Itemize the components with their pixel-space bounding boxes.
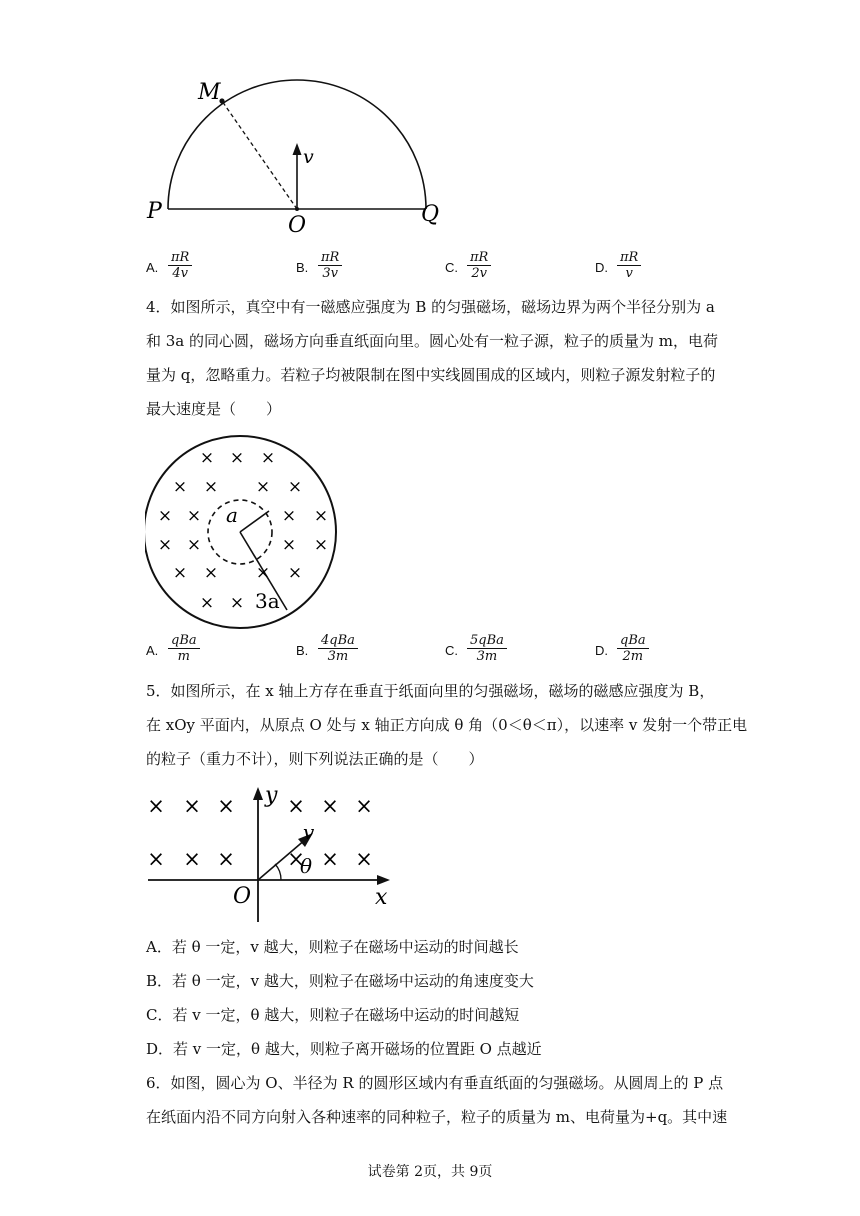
q5-option-d: D．若 v 一定，θ 越大，则粒子离开磁场的位置距 O 点越近 bbox=[146, 1040, 542, 1058]
cross-mark: × bbox=[355, 847, 373, 871]
cross-mark: × bbox=[183, 794, 201, 818]
q4-line-2: 和 3a 的同心圆，磁场方向垂直纸面向里。圆心处有一粒子源，粒子的质量为 m，电荷 bbox=[146, 332, 719, 350]
q6-line-2: 在纸面内沿不同方向射入各种速率的同种粒子，粒子的质量为 m、电荷量为+q。其中速 bbox=[146, 1108, 728, 1126]
cross-mark: × bbox=[260, 448, 276, 468]
theta-angle-arc bbox=[275, 864, 281, 880]
option-a-denominator: 4v bbox=[172, 266, 188, 281]
cross-mark: × bbox=[186, 535, 202, 555]
cross-mark: × bbox=[183, 847, 201, 871]
q6-line-1: 6．如图，圆心为 O、半径为 R 的圆形区域内有垂直纸面的匀强磁场。从圆周上的 P 点 bbox=[146, 1074, 724, 1092]
q4-line-4: 最大速度是（ ） bbox=[146, 400, 282, 418]
option-b-fraction bbox=[318, 633, 358, 664]
option-b-fraction bbox=[318, 250, 342, 281]
option-a-denominator: m bbox=[177, 649, 190, 664]
q5-option-b: B．若 θ 一定，v 越大，则粒子在磁场中运动的角速度变大 bbox=[146, 972, 534, 990]
option-c-denominator: 3m bbox=[476, 649, 498, 664]
option-c-numerator: πR bbox=[467, 250, 491, 266]
q5-line-1: 5．如图所示，在 x 轴上方存在垂直于纸面向里的匀强磁场，磁场的磁感应强度为 B， bbox=[146, 682, 715, 700]
y-axis-arrowhead bbox=[253, 787, 263, 800]
label-v: v bbox=[303, 820, 315, 844]
q5-line-2: 在 xOy 平面内，从原点 O 处与 x 轴正方向成 θ 角（0＜θ＜π），以速率 v 发射一个带正电 bbox=[146, 716, 748, 734]
option-b-letter: B. bbox=[296, 260, 309, 275]
outer-radius-label: 3a bbox=[255, 589, 280, 613]
cross-mark: × bbox=[203, 563, 219, 583]
cross-mark: × bbox=[217, 847, 235, 871]
label-x: x bbox=[375, 885, 388, 910]
magnetic-field-crosses bbox=[147, 794, 373, 871]
option-a-numerator: πR bbox=[168, 250, 192, 266]
cross-mark: × bbox=[147, 794, 165, 818]
semicircle-figure bbox=[140, 75, 450, 240]
option-d-numerator: qBa bbox=[617, 633, 649, 649]
cross-mark: × bbox=[321, 847, 339, 871]
label-v: v bbox=[303, 146, 314, 168]
option-a-letter: A. bbox=[146, 643, 159, 658]
option-a-letter: A. bbox=[146, 260, 159, 275]
option-a-numerator: qBa bbox=[168, 633, 200, 649]
cross-mark: × bbox=[255, 563, 271, 583]
cross-mark: × bbox=[229, 593, 245, 613]
option-d-letter: D. bbox=[595, 643, 608, 658]
cross-mark: × bbox=[203, 477, 219, 497]
cross-mark: × bbox=[313, 506, 329, 526]
cross-mark: × bbox=[199, 448, 215, 468]
cross-mark: × bbox=[287, 563, 303, 583]
label-o: O bbox=[288, 213, 307, 238]
option-d-fraction bbox=[617, 633, 649, 664]
cross-mark: × bbox=[321, 794, 339, 818]
cross-mark: × bbox=[287, 477, 303, 497]
label-q: Q bbox=[421, 202, 440, 227]
option-c-denominator: 2v bbox=[471, 266, 487, 281]
option-b-denominator: 3m bbox=[327, 649, 349, 664]
option-d-fraction bbox=[617, 250, 641, 281]
label-o: O bbox=[233, 884, 252, 909]
cross-mark: × bbox=[287, 794, 305, 818]
cross-mark: × bbox=[172, 477, 188, 497]
inner-radius-line bbox=[240, 511, 269, 532]
cross-mark: × bbox=[186, 506, 202, 526]
label-p: P bbox=[147, 199, 162, 224]
cross-mark: × bbox=[281, 535, 297, 555]
option-d-denominator: 2m bbox=[622, 649, 644, 664]
q5-option-c: C．若 v 一定，θ 越大，则粒子在磁场中运动的时间越短 bbox=[146, 1006, 520, 1024]
axes-figure bbox=[145, 782, 395, 922]
option-a-fraction bbox=[168, 250, 192, 281]
inner-radius-label: a bbox=[226, 503, 238, 527]
cross-mark: × bbox=[147, 847, 165, 871]
cross-mark: × bbox=[199, 593, 215, 613]
label-y: y bbox=[265, 783, 278, 808]
option-d-denominator: v bbox=[625, 266, 633, 281]
q5-option-a: A．若 θ 一定，v 越大，则粒子在磁场中运动的时间越长 bbox=[146, 938, 519, 956]
option-a-fraction bbox=[168, 633, 200, 664]
option-c-letter: C. bbox=[445, 260, 458, 275]
cross-mark: × bbox=[313, 535, 329, 555]
q5-line-3: 的粒子（重力不计），则下列说法正确的是（ ） bbox=[146, 750, 484, 768]
concentric-circle-figure bbox=[145, 432, 345, 632]
option-c-letter: C. bbox=[445, 643, 458, 658]
x-axis-arrowhead bbox=[377, 875, 390, 885]
option-d-letter: D. bbox=[595, 260, 608, 275]
option-b-numerator: 4qBa bbox=[318, 633, 358, 649]
cross-mark: × bbox=[217, 794, 235, 818]
cross-mark: × bbox=[287, 847, 305, 871]
velocity-arrowhead bbox=[293, 143, 302, 155]
cross-mark: × bbox=[172, 563, 188, 583]
q4-line-3: 量为 q，忽略重力。若粒子均被限制在图中实线圆围成的区域内，则粒子源发射粒子的 bbox=[146, 366, 716, 384]
option-c-numerator: 5qBa bbox=[467, 633, 507, 649]
radius-dashed-line bbox=[222, 101, 297, 209]
cross-mark: × bbox=[281, 506, 297, 526]
page-number: 试卷第 2页，共 9页 bbox=[367, 1164, 493, 1180]
cross-mark: × bbox=[229, 448, 245, 468]
cross-mark: × bbox=[255, 477, 271, 497]
label-m: M bbox=[198, 80, 221, 105]
option-b-letter: B. bbox=[296, 643, 309, 658]
option-b-numerator: πR bbox=[318, 250, 342, 266]
cross-mark: × bbox=[157, 506, 173, 526]
option-d-numerator: πR bbox=[617, 250, 641, 266]
q4-line-1: 4．如图所示，真空中有一磁感应强度为 B 的匀强磁场，磁场边界为两个半径分别为 a bbox=[146, 298, 715, 316]
option-c-fraction bbox=[467, 633, 507, 664]
cross-mark: × bbox=[157, 535, 173, 555]
option-c-fraction bbox=[467, 250, 491, 281]
label-theta: θ bbox=[300, 854, 313, 878]
option-b-denominator: 3v bbox=[322, 266, 338, 281]
cross-mark: × bbox=[355, 794, 373, 818]
